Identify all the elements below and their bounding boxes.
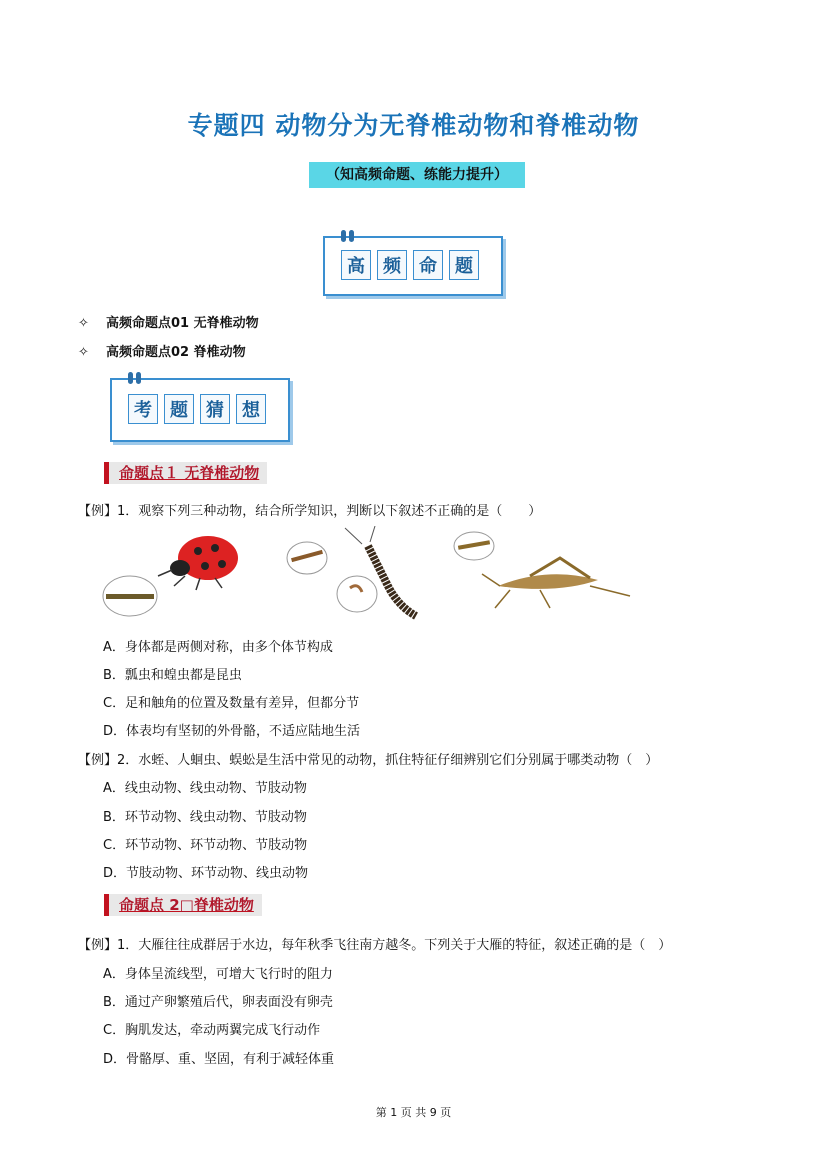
bullet-item: ✧ 高频命题点02 脊椎动物 — [78, 345, 246, 360]
grasshopper-icon — [454, 532, 630, 608]
topic-heading-1: 命题点１ 无脊椎动物 — [104, 462, 267, 484]
banner-char: 题 — [164, 394, 194, 424]
option-d: D．体表均有坚韧的外骨骼，不适应陆地生活 — [103, 724, 361, 739]
banner-char: 频 — [377, 250, 407, 280]
centipede-icon — [287, 526, 416, 616]
banner-char: 命 — [413, 250, 443, 280]
option-d: D．骨骼厚、重、坚固，有利于减轻体重 — [103, 1052, 335, 1067]
option-a: A．身体都是两侧对称，由多个体节构成 — [103, 640, 333, 655]
page-footer: 第 1 页 共 9 页 — [375, 1106, 452, 1119]
banner-char: 想 — [236, 394, 266, 424]
pin-icon — [341, 230, 354, 242]
ladybug-icon — [103, 536, 238, 616]
page-subtitle: （知高频命题、练能力提升） — [309, 162, 525, 188]
banner-char: 题 — [449, 250, 479, 280]
option-a: A．身体呈流线型，可增大飞行时的阻力 — [103, 967, 333, 982]
option-b: B．环节动物、线虫动物、节肢动物 — [103, 810, 307, 825]
section-banner-guess — [110, 378, 290, 442]
option-b: B．通过产卵繁殖后代，卵表面没有卵壳 — [103, 995, 333, 1010]
star-icon: ✧ — [78, 345, 89, 360]
option-a: A．线虫动物、线虫动物、节肢动物 — [103, 781, 307, 796]
section-banner-high-frequency — [323, 236, 503, 296]
question-1: 【例】1．观察下列三种动物，结合所学知识，判断以下叙述不正确的是（ ） — [78, 504, 542, 519]
banner-char: 高 — [341, 250, 371, 280]
insect-figure — [100, 526, 640, 626]
star-icon: ✧ — [78, 316, 89, 331]
option-b: B．瓢虫和蝗虫都是昆虫 — [103, 668, 242, 683]
pin-icon — [128, 372, 141, 384]
option-c: C．足和触角的位置及数量有差异，但都分节 — [103, 696, 360, 711]
option-c: C．胸肌发达，牵动两翼完成飞行动作 — [103, 1023, 321, 1038]
option-c: C．环节动物、环节动物、节肢动物 — [103, 838, 308, 853]
page-title: 专题四 动物分为无脊椎动物和脊椎动物 — [187, 111, 640, 140]
topic-heading-2: 命题点 2□脊椎动物 — [104, 894, 262, 916]
question-2: 【例】2．水蛭、人蛔虫、蜈蚣是生活中常见的动物，抓住特征仔细辨别它们分别属于哪类动物（ ） — [78, 753, 659, 768]
option-d: D．节肢动物、环节动物、线虫动物 — [103, 866, 309, 881]
question-3: 【例】1．大雁往往成群居于水边，每年秋季飞往南方越冬。下列关于大雁的特征，叙述正确的是（ ） — [78, 938, 672, 953]
banner-char: 猜 — [200, 394, 230, 424]
banner-char: 考 — [128, 394, 158, 424]
bullet-item: ✧ 高频命题点01 无脊椎动物 — [78, 316, 259, 331]
